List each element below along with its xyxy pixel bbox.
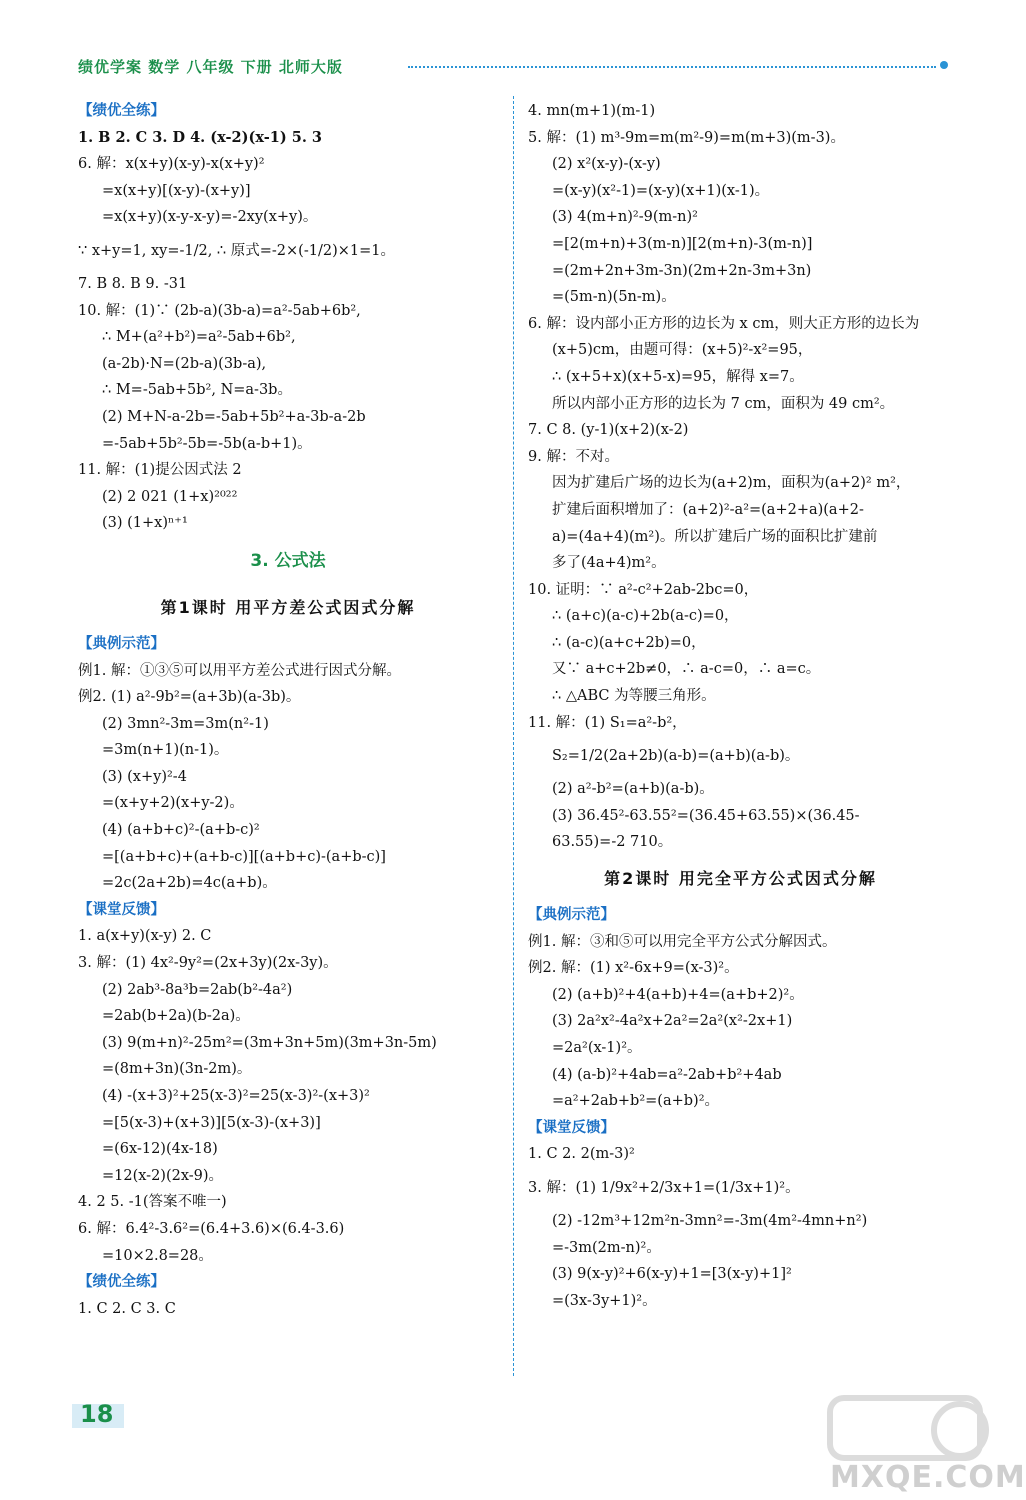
left-line-5: ∵ x+y=1, xy=-1/2, ∴ 原式=-2×(-1/2)×1=1。	[78, 242, 395, 259]
left-line-12: =-5ab+5b²-5b=-5b(a-b+1)。	[102, 435, 312, 452]
right-line-15: 扩建后面积增加了：(a+2)²-a²=(a+2+a)(a+2-	[552, 501, 864, 518]
left-column	[78, 98, 498, 1322]
right-line-7: =(5m-n)(5n-m)。	[552, 289, 676, 306]
left-line-24: =(x+y+2)(x+y-2)。	[102, 795, 244, 812]
left-line-32: =2ab(b+2a)(b-2a)。	[102, 1008, 250, 1025]
right-line-17: 多了(4a+4)m²。	[552, 555, 666, 572]
right-line-0: 4. mn(m+1)(m-1)	[528, 103, 656, 119]
right-line-24: S₂=1/2(2a+2b)(a-b)=(a+b)(a-b)。	[552, 748, 800, 765]
left-line-19: 例1. 解：①③⑤可以用平方差公式进行因式分解。	[78, 662, 401, 679]
right-line-34: =2a²(x-1)²。	[552, 1040, 642, 1056]
right-line-28: 第2课时 用完全平方公式因式分解	[604, 869, 877, 889]
right-line-36: =a²+2ab+b²=(a+b)²。	[552, 1093, 720, 1110]
left-line-9: (a-2b)·N=(2b-a)(3b-a),	[102, 355, 267, 372]
left-line-25: (4) (a+b+c)²-(a+b-c)²	[102, 822, 260, 839]
page-number: 18	[80, 1400, 114, 1428]
header-dotted-rule	[408, 66, 936, 68]
right-line-2: (2) x²(x-y)-(x-y)	[552, 156, 661, 173]
right-line-16: a)=(4a+4)(m²)。所以扩建后广场的面积比扩建前	[552, 528, 878, 545]
right-line-9: (x+5)cm，由题可得：(x+5)²-x²=95，	[552, 342, 813, 359]
left-line-6: 7. B 8. B 9. -31	[78, 275, 188, 292]
left-line-38: =12(x-2)(2x-9)。	[102, 1167, 224, 1184]
right-line-30: 例1. 解：③和⑤可以用完全平方公式分解因式。	[528, 933, 837, 950]
left-line-17: 第1课时 用平方差公式因式分解	[160, 597, 416, 617]
left-line-40: 6. 解：6.4²-3.6²=(6.4+3.6)×(6.4-3.6)	[78, 1220, 345, 1237]
left-line-39: 4. 2 5. -1(答案不唯一)	[78, 1194, 227, 1211]
left-line-29: 1. a(x+y)(x-y) 2. C	[78, 928, 212, 945]
right-line-1: 5. 解：(1) m³-9m=m(m²-9)=m(m+3)(m-3)。	[528, 129, 845, 146]
right-line-10: ∴ (x+5+x)(x+5-x)=95，解得 x=7。	[552, 368, 804, 385]
right-line-39: 3. 解：(1) 1/9x²+2/3x+1=(1/3x+1)²。	[528, 1179, 800, 1196]
left-line-14: (2) 2 021 (1+x)²⁰²²	[102, 488, 238, 505]
left-line-10: ∴ M=-5ab+5b², N=a-3b。	[102, 382, 292, 399]
left-line-4: =x(x+y)(x-y-x-y)=-2xy(x+y)。	[102, 209, 318, 226]
right-line-6: =(2m+2n+3m-3n)(2m+2n-3m+3n)	[552, 262, 812, 279]
left-line-3: =x(x+y)[(x-y)-(x+y)]	[102, 182, 251, 199]
left-line-22: =3m(n+1)(n-1)。	[102, 742, 229, 759]
right-line-3: =(x-y)(x²-1)=(x-y)(x+1)(x-1)。	[552, 182, 770, 199]
left-line-13: 11. 解：(1)提公因式法 2	[78, 462, 242, 479]
right-line-38: 1. C 2. 2(m-3)²	[528, 1146, 635, 1163]
left-line-34: =(8m+3n)(3n-2m)。	[102, 1061, 252, 1078]
header-title: 绩优学案 数学 八年级 下册 北师大版	[78, 58, 343, 76]
watermark-text: MXQE.COM	[830, 1460, 1026, 1495]
right-line-18: 10. 证明：∵ a²-c²+2ab-2bc=0，	[528, 581, 759, 598]
right-line-33: (3) 2a²x²-4a²x+2a²=2a²(x²-2x+1)	[552, 1013, 793, 1030]
left-line-30: 3. 解：(1) 4x²-9y²=(2x+3y)(2x-3y)。	[78, 955, 338, 972]
right-line-35: (4) (a-b)²+4ab=a²-2ab+b²+4ab	[552, 1066, 782, 1083]
right-column	[528, 98, 953, 1314]
column-divider	[513, 96, 514, 1376]
left-line-41: =10×2.8=28。	[102, 1247, 213, 1264]
left-line-11: (2) M+N-a-2b=-5ab+5b²+a-3b-a-2b	[102, 408, 366, 425]
left-line-26: =[(a+b+c)+(a+b-c)][(a+b+c)-(a+b-c)]	[102, 848, 386, 865]
left-line-1: 1. B 2. C 3. D 4. (x-2)(x-1) 5. 3	[78, 128, 323, 146]
right-line-41: =-3m(2m-n)²。	[552, 1239, 661, 1256]
left-line-37: =(6x-12)(4x-18)	[102, 1141, 218, 1158]
left-line-15: (3) (1+x)ⁿ⁺¹	[102, 515, 188, 532]
right-line-43: =(3x-3y+1)²。	[552, 1292, 657, 1309]
left-line-35: (4) -(x+3)²+25(x-3)²=25(x-3)²-(x+3)²	[102, 1088, 370, 1104]
left-line-43: 1. C 2. C 3. C	[78, 1300, 176, 1317]
left-line-36: =[5(x-3)+(x+3)][5(x-3)-(x+3)]	[102, 1114, 321, 1131]
right-line-37: 【课堂反馈】	[528, 1119, 615, 1136]
left-line-42: 【绩优全练】	[78, 1274, 165, 1291]
right-line-32: (2) (a+b)²+4(a+b)+4=(a+b+2)²。	[552, 986, 804, 1003]
right-line-12: 7. C 8. (y-1)(x+2)(x-2)	[528, 422, 689, 439]
left-line-7: 10. 解：(1)∵ (2b-a)(3b-a)=a²-5ab+6b²,	[78, 302, 361, 319]
right-line-11: 所以内部小正方形的边长为 7 cm，面积为 49 cm²。	[552, 395, 895, 412]
left-line-21: (2) 3mn²-3m=3m(n²-1)	[102, 715, 269, 732]
page-header	[78, 56, 948, 78]
right-line-5: =[2(m+n)+3(m-n)][2(m+n)-3(m-n)]	[552, 235, 813, 252]
right-line-8: 6. 解：设内部小正方形的边长为 x cm，则大正方形的边长为	[528, 315, 920, 332]
right-line-42: (3) 9(x-y)²+6(x-y)+1=[3(x-y)+1]²	[552, 1266, 792, 1283]
right-line-40: (2) -12m³+12m²n-3mn²=-3m(4m²-4mn+n²)	[552, 1212, 868, 1229]
left-line-23: (3) (x+y)²-4	[102, 768, 187, 785]
left-line-18: 【典例示范】	[78, 635, 165, 652]
right-line-20: ∴ (a-c)(a+c+2b)=0，	[552, 634, 706, 651]
right-line-31: 例2. 解：(1) x²-6x+9=(x-3)²。	[528, 960, 739, 977]
right-line-25: (2) a²-b²=(a+b)(a-b)。	[552, 781, 714, 798]
right-line-13: 9. 解：不对。	[528, 448, 619, 465]
left-line-16: 3. 公式法	[250, 550, 326, 571]
right-line-27: 63.55)=-2 710。	[552, 834, 673, 851]
left-line-31: (2) 2ab³-8a³b=2ab(b²-4a²)	[102, 981, 293, 998]
right-line-19: ∴ (a+c)(a-c)+2b(a-c)=0，	[552, 608, 739, 625]
right-line-4: (3) 4(m+n)²-9(m-n)²	[552, 209, 698, 226]
left-line-8: ∴ M+(a²+b²)=a²-5ab+6b²,	[102, 329, 296, 346]
left-line-33: (3) 9(m+n)²-25m²=(3m+3n+5m)(3m+3n-5m)	[102, 1034, 437, 1051]
right-line-14: 因为扩建后广场的边长为(a+2)m，面积为(a+2)² m²，	[552, 475, 911, 492]
left-line-0: 【绩优全练】	[78, 103, 165, 119]
left-line-27: =2c(2a+2b)=4c(a+b)。	[102, 875, 277, 892]
right-line-29: 【典例示范】	[528, 907, 615, 924]
left-line-28: 【课堂反馈】	[78, 901, 165, 918]
header-end-dot	[940, 61, 948, 69]
right-line-26: (3) 36.45²-63.55²=(36.45+63.55)×(36.45-	[552, 807, 860, 824]
left-line-2: 6. 解：x(x+y)(x-y)-x(x+y)²	[78, 156, 265, 173]
right-line-22: ∴ △ABC 为等腰三角形。	[552, 688, 716, 705]
right-line-23: 11. 解：(1) S₁=a²-b²，	[528, 714, 687, 731]
right-line-21: 又∵ a+c+2b≠0，∴ a-c=0，∴ a=c。	[552, 661, 821, 678]
left-line-20: 例2. (1) a²-9b²=(a+3b)(a-3b)。	[78, 689, 301, 706]
